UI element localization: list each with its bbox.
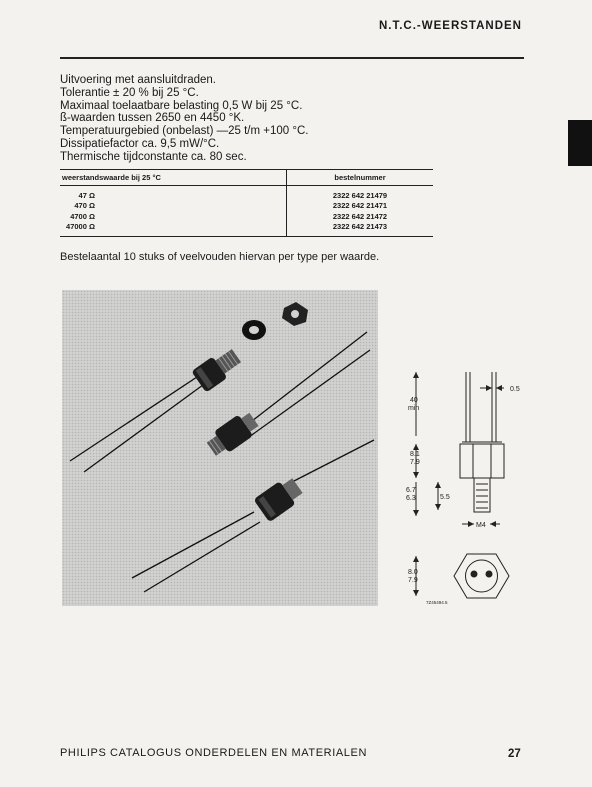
order-number: 2322 642 21479 — [332, 190, 388, 200]
dim-across-flats-max: 8.0 — [408, 569, 418, 576]
dim-thread-length-inner: 5.5 — [440, 494, 450, 501]
table-header-row — [60, 170, 433, 186]
footer-catalog-title: PHILIPS CATALOGUS ONDERDELEN EN MATERIALEN — [60, 747, 367, 759]
dim-lead-diameter: 0.5 — [510, 386, 520, 393]
order-note: Bestelaantal 10 stuks of veelvouden hiervan per type per waarde. — [60, 251, 380, 263]
spec-list — [60, 74, 308, 164]
order-table — [60, 169, 433, 237]
section-tab-marker — [568, 120, 592, 166]
dim-thread-size: M4 — [476, 522, 486, 529]
table-row — [60, 222, 433, 237]
spec-line: Temperatuurgebied (onbelast) —25 t/m +100 °C. — [60, 125, 309, 138]
spec-line: ß-waarden tussen 2650 en 4450 °K. — [60, 112, 245, 125]
table-row — [60, 211, 433, 222]
spec-line: Tolerantie ± 20 % bij 25 °C. — [60, 86, 199, 99]
dim-thread-length-min: 6.3 — [406, 495, 416, 502]
resistance-value: 47 Ω — [60, 186, 287, 201]
dim-hex-height-max: 8.1 — [410, 451, 420, 458]
table-row — [60, 201, 433, 212]
order-number: 2322 642 21472 — [332, 211, 388, 221]
order-number: 2322 642 21473 — [287, 222, 434, 237]
table-row — [60, 186, 433, 201]
dim-hex-height-min: 7.9 — [410, 459, 420, 466]
dim-lead-length-unit: min — [408, 405, 420, 412]
dim-lead-length: 40 — [410, 397, 418, 404]
spec-line: Uitvoering met aansluitdraden. — [60, 74, 216, 86]
header-divider — [60, 57, 524, 59]
page-header-title: N.T.C.-WEERSTANDEN — [378, 20, 522, 32]
drawing-reference-code: 7Z45494.5 — [426, 600, 448, 605]
resistance-value: 47000 Ω — [60, 222, 287, 237]
dim-thread-length-max: 6.7 — [406, 487, 416, 494]
spec-line: Thermische tijdconstante ca. 80 sec. — [60, 150, 247, 163]
spec-line: Dissipatiefactor ca. 9,5 mW/°C. — [60, 137, 220, 150]
resistance-value: 4700 Ω — [60, 211, 287, 222]
dimension-drawing — [392, 360, 542, 622]
column-header-order-number: bestelnummer — [287, 170, 434, 186]
resistance-value: 470 Ω — [60, 201, 287, 212]
thermistor-photo-illustration — [62, 290, 378, 606]
product-photo — [62, 290, 378, 606]
spec-line: Maximaal toelaatbare belasting 0,5 W bij 25 °C. — [60, 99, 303, 112]
dim-across-flats-min: 7.9 — [408, 577, 418, 584]
order-number: 2322 642 21471 — [332, 201, 388, 211]
page-number: 27 — [508, 748, 521, 760]
column-header-resistance: weerstandswaarde bij 25 °C — [60, 170, 287, 186]
